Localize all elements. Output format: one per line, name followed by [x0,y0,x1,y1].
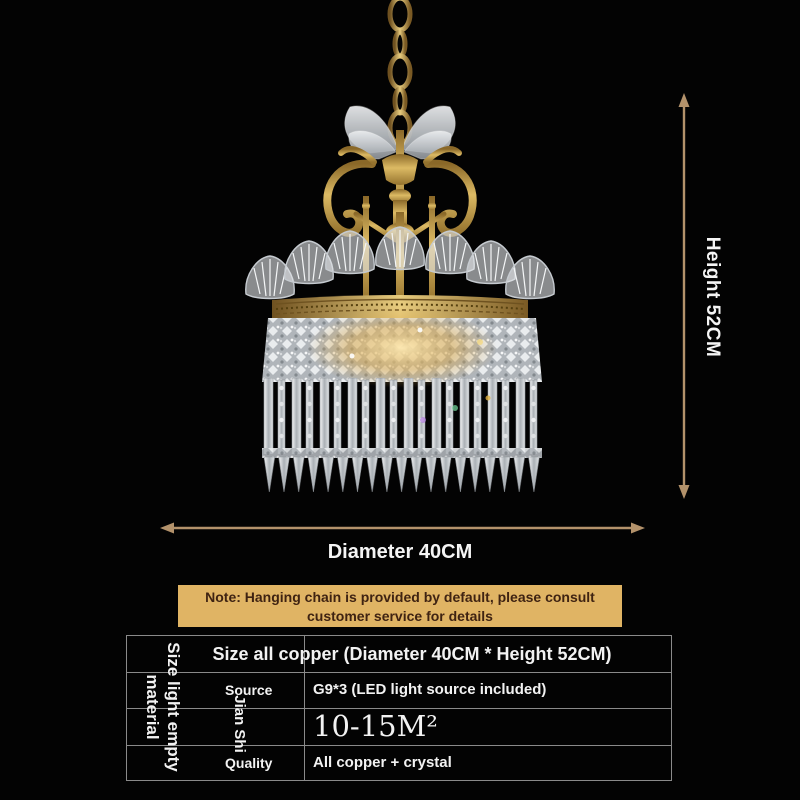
crystal-body-icon [262,308,542,388]
spec-value-source: G9*3 (LED light source included) [313,681,547,698]
scroll-arms-icon [327,149,473,240]
prism-rods-icon [262,378,542,458]
gold-canopy-icon [382,130,418,239]
spec-side-label-line1: Size light empty [164,642,183,772]
spec-label-quality: Quality [225,755,273,771]
gold-band-icon [272,295,528,326]
note-banner [178,585,622,627]
note-line-2: customer service for details [307,608,493,624]
shell-crown-icon [246,227,554,299]
diameter-arrow [160,523,645,534]
note-line-1: Note: Hanging chain is provided by default, please consult [205,589,595,605]
spec-vertical-label: Jian Shi [231,695,248,753]
spear-drops-icon [262,456,542,496]
spec-side-label [142,634,184,780]
height-dimension-label: Height 52CM [702,236,723,358]
drop-rods-icon [362,196,436,304]
hanging-chain-icon [390,0,410,144]
spec-value-area: 10-15M² [313,709,438,743]
spec-side-label-line2: material [143,674,162,740]
diameter-dimension-label: Diameter 40CM [327,541,473,563]
spec-table [126,635,672,781]
spec-label-source: Source [225,682,273,698]
spec-value-quality: All copper + crystal [313,754,452,771]
crystal-wings-icon [345,106,455,159]
height-arrow [679,93,690,499]
spec-header-size: Size all copper (Diameter 40CM * Height 52CM) [212,644,612,664]
